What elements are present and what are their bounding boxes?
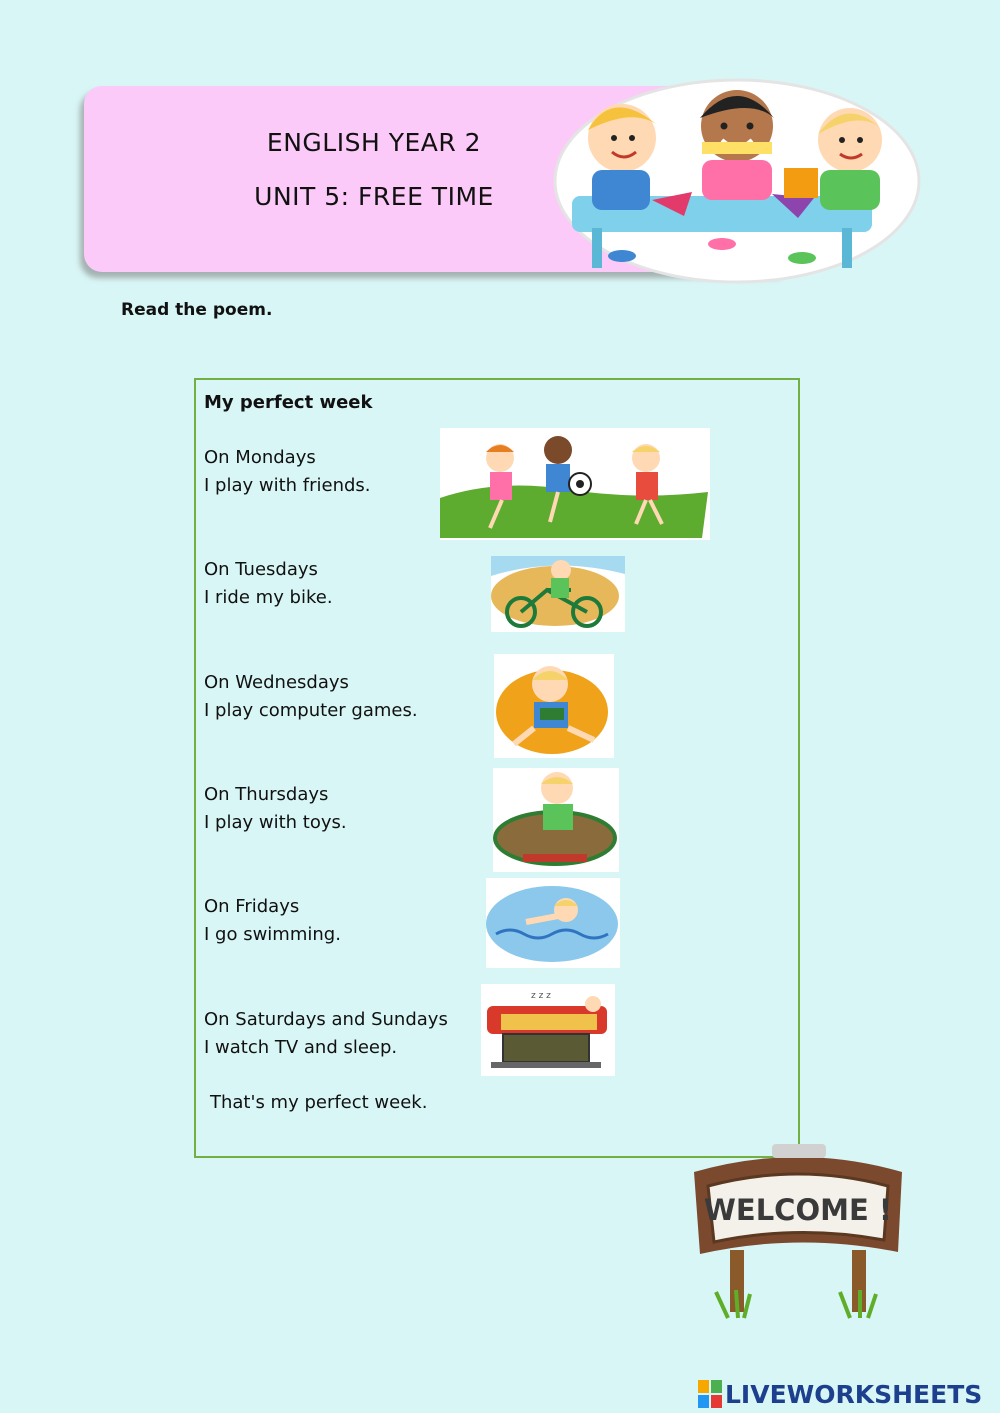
svg-text:z z z: z z z: [531, 991, 551, 1001]
brand-footer: [698, 1378, 994, 1410]
welcome-sign-text: WELCOME !: [703, 1193, 893, 1227]
brand-name: LIVEWORKSHEETS: [725, 1379, 983, 1409]
unit-title: UNIT 5: FREE TIME: [254, 182, 494, 211]
stanza-activity: I play computer games.: [204, 700, 418, 721]
stanza-tuesday: [204, 556, 333, 612]
stanza-wednesday: [204, 669, 418, 725]
stanza-activity: I ride my bike.: [204, 587, 333, 608]
stanza-day: On Wednesdays: [204, 672, 349, 693]
bike-picture: [491, 556, 625, 632]
stanza-thursday: [204, 781, 347, 837]
stanza-monday: [204, 444, 371, 500]
football-picture: [440, 428, 710, 540]
stanza-activity: I play with toys.: [204, 812, 347, 833]
stanza-weekend: [204, 1006, 448, 1062]
swimming-picture: [486, 878, 620, 968]
stanza-day: On Saturdays and Sundays: [204, 1009, 448, 1030]
poem-closing: That's my perfect week.: [210, 1092, 428, 1113]
computer-games-picture: [494, 654, 614, 758]
welcome-sign: [688, 1142, 910, 1320]
stanza-day: On Mondays: [204, 447, 316, 468]
toys-picture: [493, 768, 619, 872]
stanza-day: On Thursdays: [204, 784, 329, 805]
liveworksheets-logo-icon: [698, 1380, 722, 1408]
sleeping-picture: [481, 984, 615, 1076]
stanza-activity: I watch TV and sleep.: [204, 1037, 398, 1058]
instruction-text: Read the poem.: [121, 300, 273, 320]
worksheet-title: ENGLISH YEAR 2: [266, 128, 482, 157]
stanza-day: On Fridays: [204, 896, 300, 917]
poem-title: My perfect week: [204, 392, 373, 413]
stanza-activity: I go swimming.: [204, 924, 341, 945]
children-crafting-illustration: [552, 78, 922, 284]
poem-box: [194, 378, 800, 1158]
stanza-activity: I play with friends.: [204, 475, 371, 496]
stanza-day: On Tuesdays: [204, 559, 318, 580]
stanza-friday: [204, 893, 341, 949]
